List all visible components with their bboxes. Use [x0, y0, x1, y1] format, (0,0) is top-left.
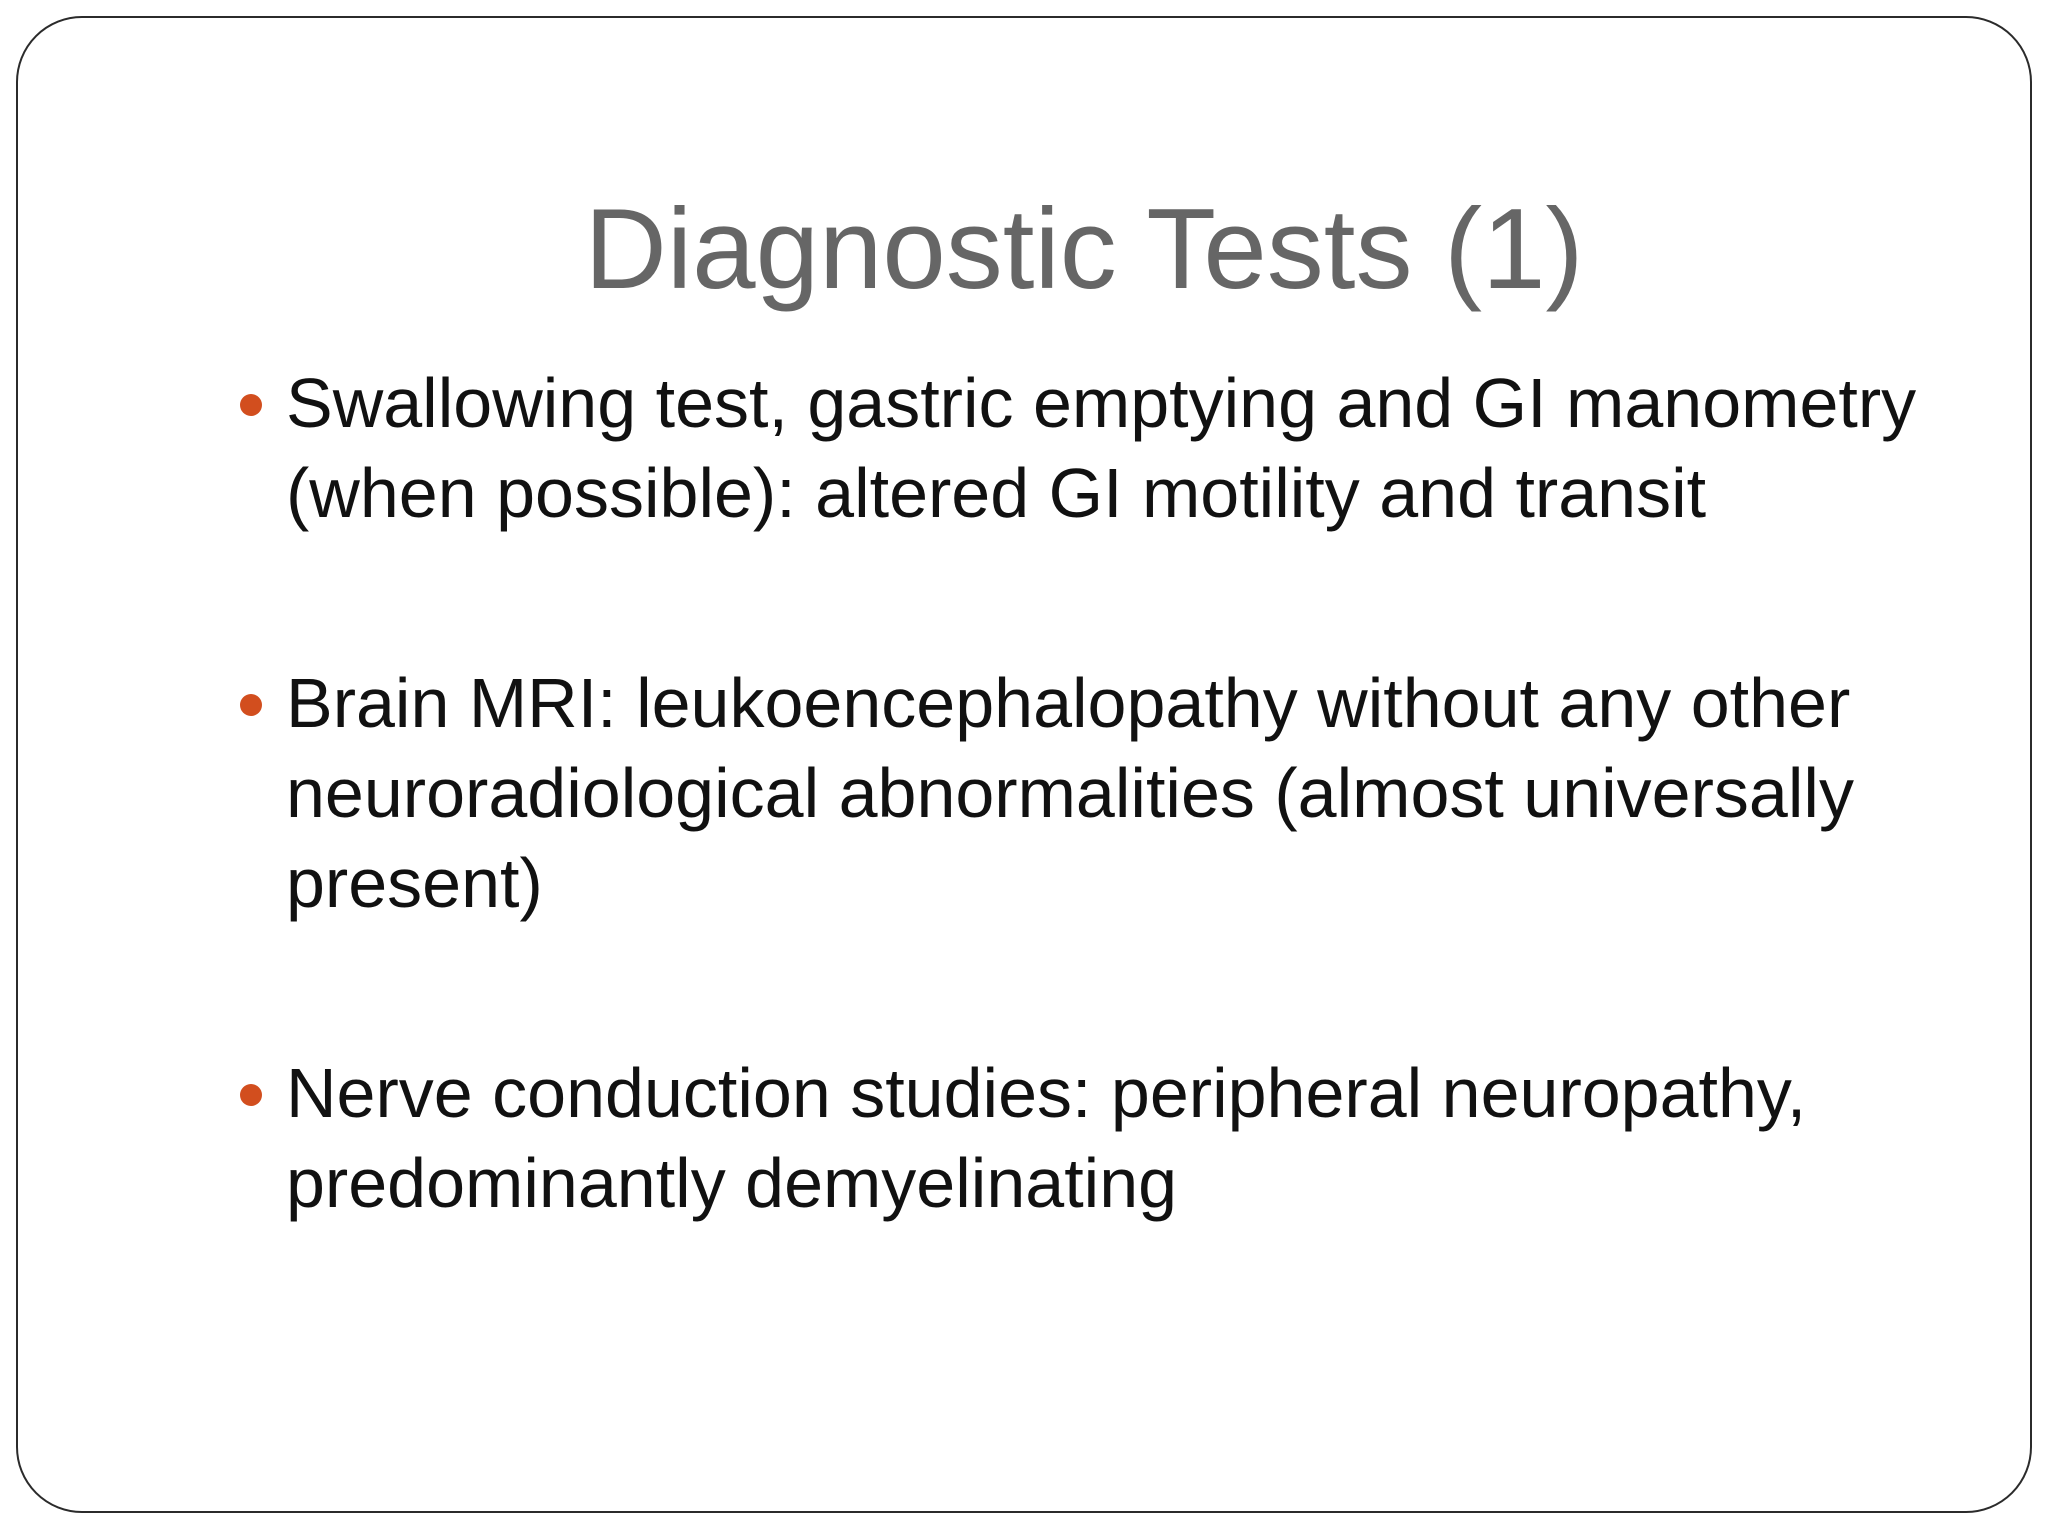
- bullet-text: Nerve conduction studies: peripheral neuropathy, predominantly demyelinating: [286, 1054, 1807, 1222]
- slide-title: Diagnostic Tests (1): [584, 186, 1584, 313]
- bullet-text: Brain MRI: leukoencephalopathy without any other neuroradiological abnormalities (almost universally present): [286, 664, 1854, 922]
- bullet-icon: [240, 1084, 262, 1106]
- bullet-icon: [240, 694, 262, 716]
- list-item: [286, 658, 2006, 928]
- list-item: [286, 358, 2006, 538]
- bullet-icon: [240, 394, 262, 416]
- list-item: [286, 1048, 2006, 1228]
- bullet-list: [286, 358, 2006, 1348]
- slide: [16, 16, 2032, 1513]
- bullet-text: Swallowing test, gastric emptying and GI manometry (when possible): altered GI motility and transit: [286, 364, 1917, 532]
